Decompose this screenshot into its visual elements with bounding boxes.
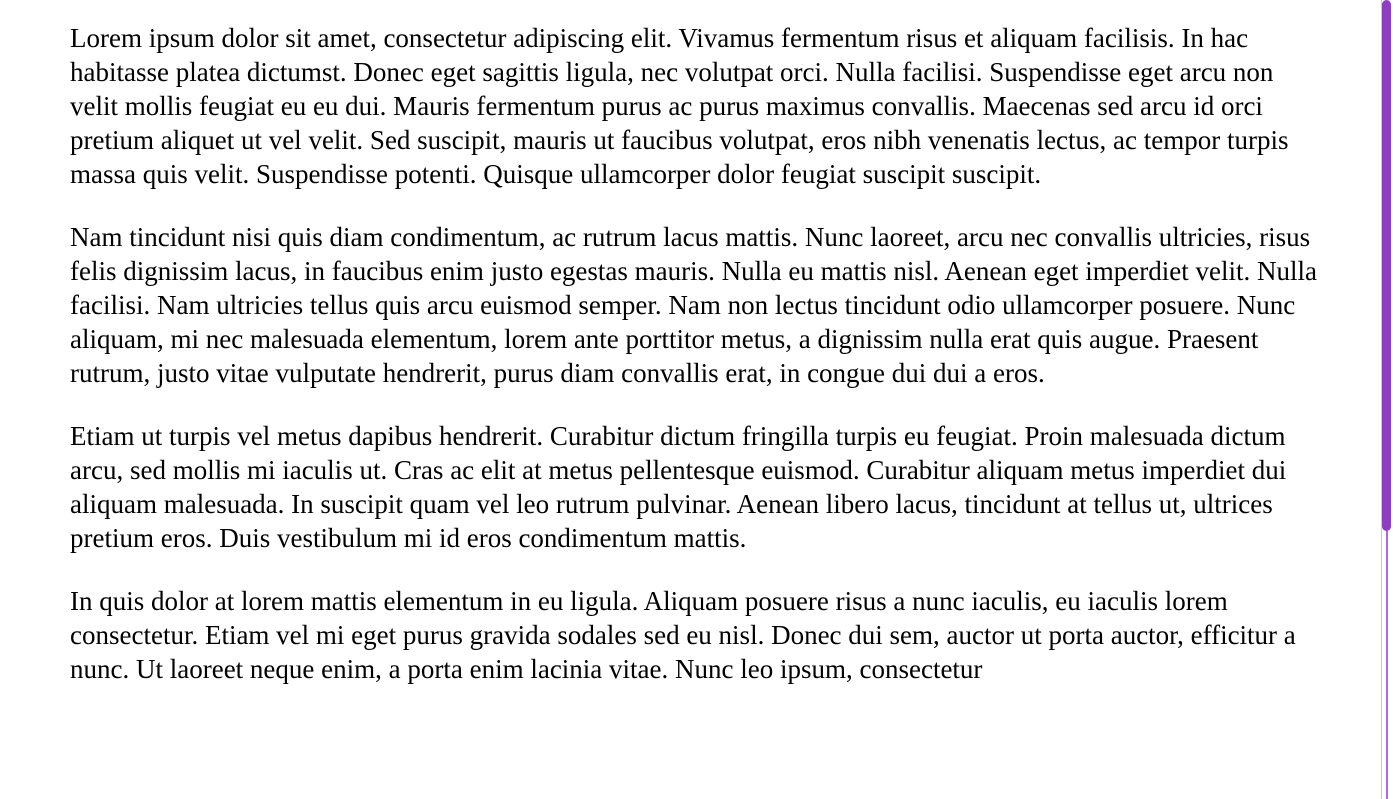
paragraph: Etiam ut turpis vel metus dapibus hendrerit. Curabitur dictum fringilla turpis eu feugiat. Proin malesuada dictum arcu, sed mollis mi iaculis ut. Cras ac elit at metus pellentesque euismod. Curabitur aliquam metus imperdiet dui aliquam malesuada. In suscipit quam vel leo rutrum pulvinar. Aenean libero lacus, tincidunt at tellus ut, ultrices pretium eros. Duis vestibulum mi id eros condimentum mattis. [70, 421, 1287, 553]
scrollbar-thumb-tail [1386, 531, 1388, 799]
scrollbar-thumb[interactable] [1382, 0, 1391, 531]
paragraph: Nam tincidunt nisi quis diam condimentum, ac rutrum lacus mattis. Nunc laoreet, arcu nec convallis ultricies, risus felis dignissim lacus, in faucibus enim justo egestas mauris. Nulla eu mattis nisl. Aenean eget imperdiet velit. Nulla facilisi. Nam ultricies tellus quis arcu euismod semper. Nam non lectus tincidunt odio ullamcorper posuere. Nunc aliquam, mi nec malesuada elementum, lorem ante porttitor metus, a dignissim nulla erat quis augue. Praesent rutrum, justo vitae vulputate hendrerit, purus diam convallis erat, in congue dui dui a eros. [70, 222, 1317, 388]
paragraph: Lorem ipsum dolor sit amet, consectetur adipiscing elit. Vivamus fermentum risus et aliquam facilisis. In hac habitasse platea dictumst. Donec eget sagittis ligula, nec volutpat orci. Nulla facilisi. Suspendisse eget arcu non velit mollis feugiat eu eu dui. Mauris fermentum purus ac purus maximus convallis. Maecenas sed arcu id orci pretium aliquet ut vel velit. Sed suscipit, mauris ut faucibus volutpat, eros nibh venenatis lectus, ac tempor turpis massa quis velit. Suspendisse potenti. Quisque ullamcorper dolor feugiat suscipit suscipit. [70, 23, 1289, 189]
vertical-scrollbar[interactable] [1379, 0, 1393, 799]
document-body [70, 21, 1318, 715]
paragraph: In quis dolor at lorem mattis elementum in eu ligula. Aliquam posuere risus a nunc iaculis, eu iaculis lorem consectetur. Etiam vel mi eget purus gravida sodales sed eu nisl. Donec dui sem, auctor ut porta auctor, efficitur a nunc. Ut laoreet neque enim, a porta enim lacinia vitae. Nunc leo ipsum, consectetur [70, 586, 1296, 684]
